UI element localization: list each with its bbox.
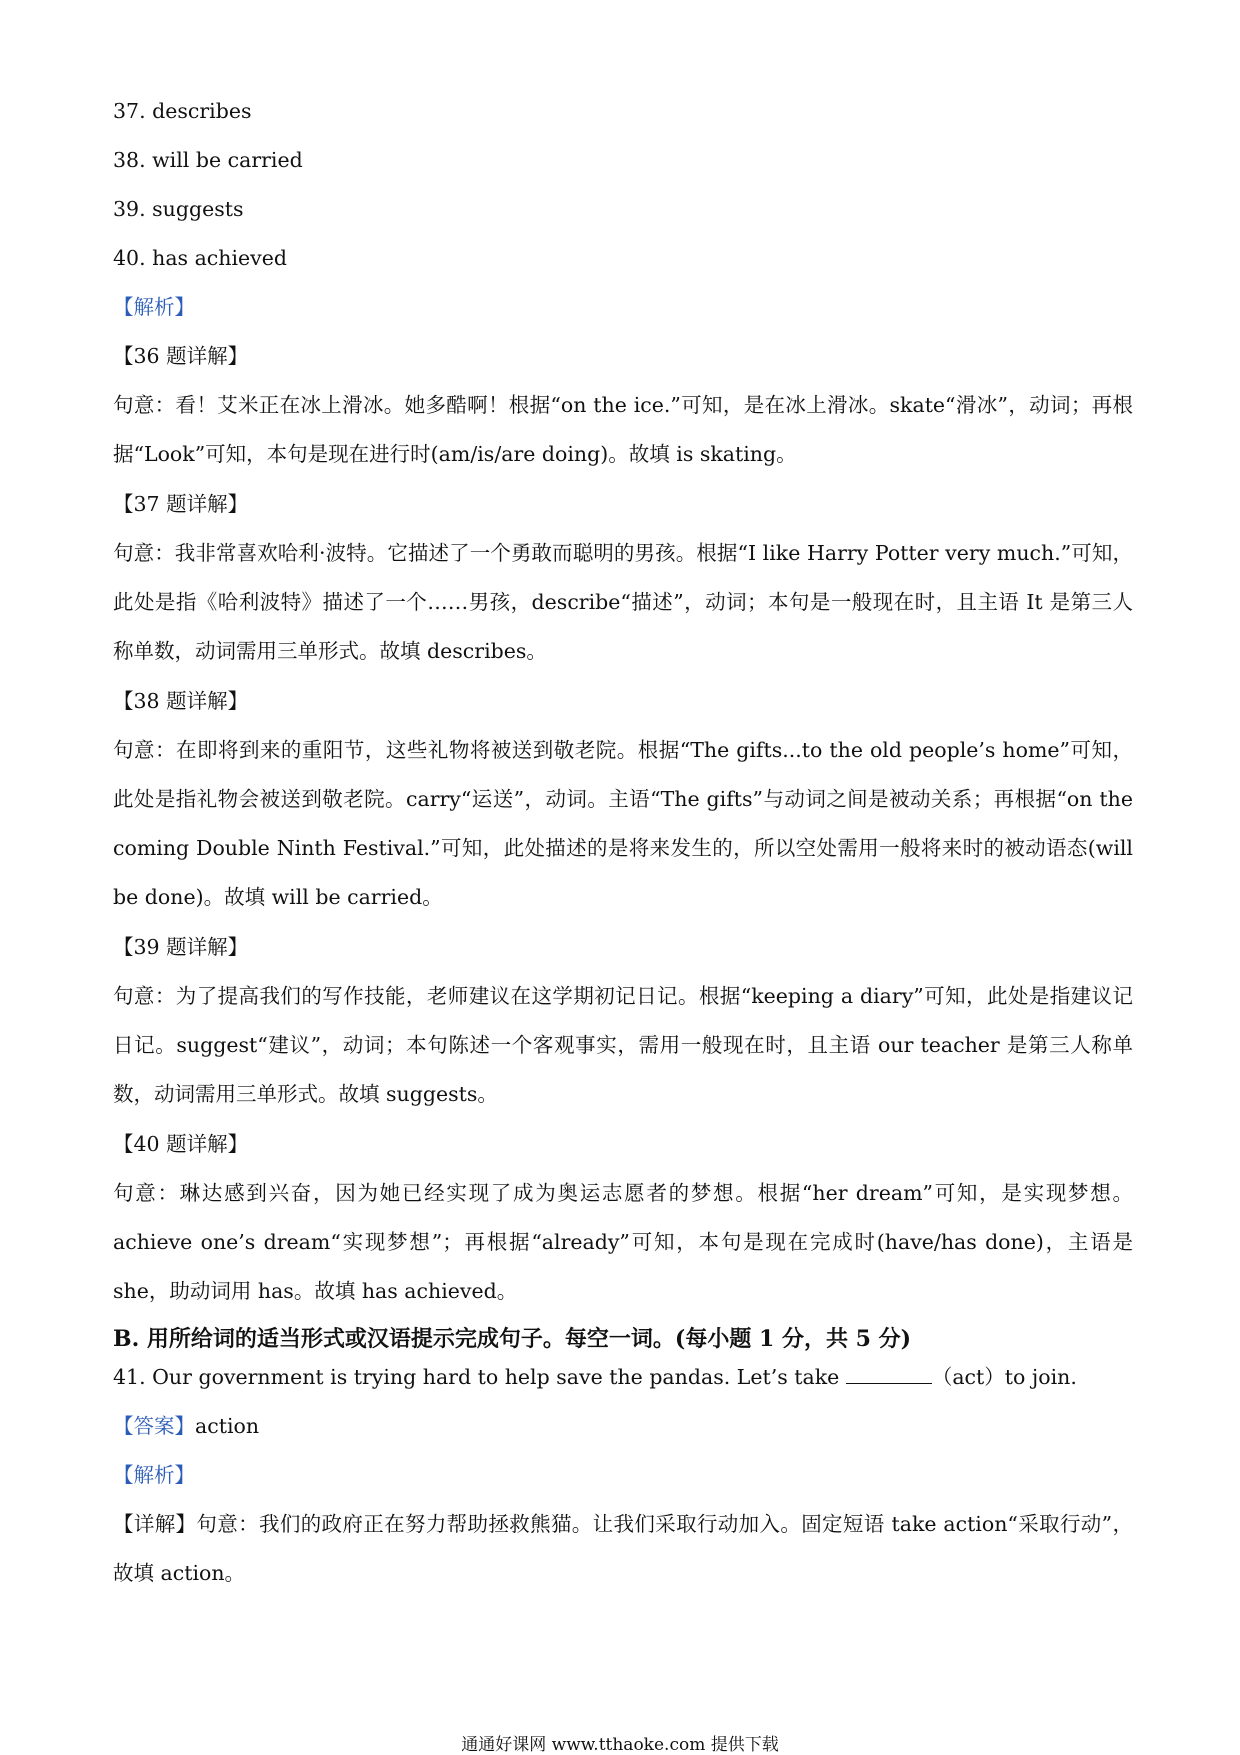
analysis-label: 【解析】 [113, 295, 195, 319]
detail-heading-36: 【36 题详解】 [113, 344, 249, 368]
answer-39: 39. suggests [113, 197, 244, 221]
detail-heading-39: 【39 题详解】 [113, 935, 249, 959]
answer-41 [113, 1413, 1133, 1439]
detail-41-text: 句意：我们的政府正在努力帮助拯救熊猫。让我们采取行动加入。固定短语 take action“采取行动”，故填 action。 [113, 1512, 1133, 1585]
detail-text-39: 句意：为了提高我们的写作技能，老师建议在这学期初记日记。根据“keeping a diary”可知，此处是指建议记日记。suggest“建议”，动词；本句陈述一个客观事实，需用一般现在时，且主语 our teacher 是第三人称单数，动词需用三单形式。故填 suggests。 [113, 984, 1133, 1106]
detail-text-36: 句意：看！艾米正在冰上滑冰。她多酷啊！根据“on the ice.”可知，是在冰上滑冰。skate“滑冰”，动词；再根据“Look”可知，本句是现在进行时(am/is/are doing)。故填 is skating。 [113, 393, 1133, 466]
detail-heading-40: 【40 题详解】 [113, 1132, 249, 1156]
answer-37: 37. describes [113, 99, 252, 123]
detail-heading-37: 【37 题详解】 [113, 492, 249, 516]
answer-label: 【答案】 [113, 1414, 195, 1438]
analysis-label-41: 【解析】 [113, 1463, 195, 1487]
detail-text-37: 句意：我非常喜欢哈利·波特。它描述了一个勇敢而聪明的男孩。根据“I like Harry Potter very much.”可知，此处是指《哈利波特》描述了一个……男孩，describe“描述”，动词；本句是一般现在时，且主语 It 是第三人称单数，动词需用三单形式。故填 describes。 [113, 541, 1133, 663]
answer-38: 38. will be carried [113, 148, 303, 172]
section-b-heading: B. 用所给词的适当形式或汉语提示完成句子。每空一词。(每小题 1 分，共 5 分) [113, 1326, 911, 1352]
question-41 [113, 1364, 1133, 1390]
answer-40: 40. has achieved [113, 246, 288, 270]
detail-heading-38: 【38 题详解】 [113, 689, 249, 713]
document-body [113, 98, 1133, 1610]
answer-blank [846, 1365, 932, 1384]
detail-text-38: 句意：在即将到来的重阳节，这些礼物将被送到敬老院。根据“The gifts...to the old people’s home”可知，此处是指礼物会被送到敬老院。carry“运送”，动词。主语“The gifts”与动词之间是被动关系；再根据“on the coming Double Ninth Festival.”可知，此处描述的是将来发生的，所以空处需用一般将来时的被动语态(will be done)。故填 will be carried。 [113, 738, 1133, 909]
page-footer: 通通好课网 www.tthaoke.com 提供下载 [461, 1735, 779, 1755]
detail-41 [113, 1500, 1133, 1598]
question-41-text-before: 41. Our government is trying hard to help save the pandas. Let’s take [113, 1365, 846, 1389]
detail-41-label: 【详解】 [113, 1512, 197, 1536]
answer-value: action [195, 1414, 260, 1438]
question-41-text-after: （act）to join. [931, 1365, 1077, 1389]
detail-text-40: 句意：琳达感到兴奋，因为她已经实现了成为奥运志愿者的梦想。根据“her dream”可知，是实现梦想。achieve one’s dream“实现梦想”；再根据“already”可知，本句是现在完成时(have/has done)，主语是 she，助动词用 has。故填 has achieved。 [113, 1181, 1133, 1303]
